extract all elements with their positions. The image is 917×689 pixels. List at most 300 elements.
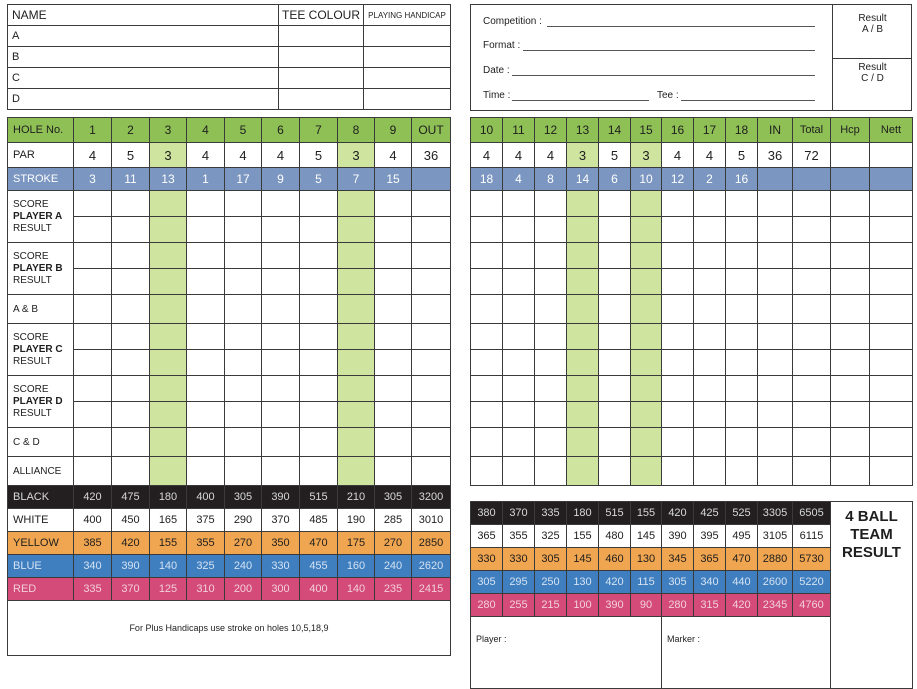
- score-cell[interactable]: [870, 243, 913, 269]
- score-cell[interactable]: [471, 269, 503, 295]
- score-cell[interactable]: [694, 295, 726, 324]
- player-c-result-row[interactable]: [471, 350, 913, 376]
- result-cell[interactable]: [412, 217, 451, 243]
- score-cell[interactable]: [567, 428, 599, 457]
- player-a-result-row[interactable]: [8, 217, 451, 243]
- player-d-tee[interactable]: [279, 89, 364, 110]
- player-a-name[interactable]: A: [8, 26, 279, 47]
- score-cell[interactable]: [567, 457, 599, 486]
- result-cell[interactable]: [150, 350, 187, 376]
- player-b-score-row[interactable]: [471, 243, 913, 269]
- score-cell[interactable]: [831, 243, 870, 269]
- score-cell[interactable]: [631, 217, 662, 243]
- score-cell[interactable]: [599, 191, 631, 217]
- score-cell[interactable]: [112, 457, 150, 486]
- score-cell[interactable]: [338, 324, 375, 350]
- score-cell[interactable]: [503, 269, 535, 295]
- score-cell[interactable]: [187, 295, 225, 324]
- score-cell[interactable]: [74, 428, 112, 457]
- player-a-score-row[interactable]: [8, 191, 451, 217]
- score-cell[interactable]: [631, 402, 662, 428]
- score-cell[interactable]: [599, 295, 631, 324]
- score-cell[interactable]: [262, 376, 300, 402]
- result-cell[interactable]: [262, 350, 300, 376]
- score-cell[interactable]: [412, 324, 451, 350]
- score-cell[interactable]: [338, 243, 375, 269]
- score-cell[interactable]: [831, 402, 870, 428]
- result-cell[interactable]: [74, 350, 112, 376]
- score-cell[interactable]: [831, 428, 870, 457]
- score-cell[interactable]: [300, 324, 338, 350]
- score-cell[interactable]: [535, 324, 567, 350]
- score-cell[interactable]: [793, 295, 831, 324]
- score-cell[interactable]: [74, 295, 112, 324]
- score-cell[interactable]: [503, 295, 535, 324]
- score-cell[interactable]: [150, 191, 187, 217]
- score-cell[interactable]: [262, 457, 300, 486]
- player-b-handicap[interactable]: [364, 47, 451, 68]
- score-cell[interactable]: [831, 457, 870, 486]
- score-cell[interactable]: [412, 243, 451, 269]
- score-cell[interactable]: [567, 376, 599, 402]
- score-cell[interactable]: [74, 457, 112, 486]
- player-b-result-row[interactable]: [471, 269, 913, 295]
- score-cell[interactable]: [471, 324, 503, 350]
- result-cell[interactable]: [375, 217, 412, 243]
- score-cell[interactable]: [471, 350, 503, 376]
- four-ball-team-result[interactable]: 4 BALL TEAM RESULT: [831, 502, 913, 689]
- result-cell[interactable]: [300, 402, 338, 428]
- score-cell[interactable]: [412, 295, 451, 324]
- score-cell[interactable]: [726, 243, 758, 269]
- score-cell[interactable]: [187, 324, 225, 350]
- score-cell[interactable]: [503, 402, 535, 428]
- player-b-name[interactable]: B: [8, 47, 279, 68]
- player-a-result-row[interactable]: [471, 217, 913, 243]
- result-cell[interactable]: [112, 217, 150, 243]
- score-cell[interactable]: [535, 376, 567, 402]
- score-cell[interactable]: [631, 457, 662, 486]
- result-cell[interactable]: [338, 269, 375, 295]
- score-cell[interactable]: [870, 295, 913, 324]
- score-cell[interactable]: [225, 457, 262, 486]
- score-cell[interactable]: [567, 402, 599, 428]
- score-cell[interactable]: [599, 269, 631, 295]
- score-cell[interactable]: [793, 350, 831, 376]
- score-cell[interactable]: [662, 350, 694, 376]
- score-cell[interactable]: [412, 191, 451, 217]
- score-cell[interactable]: [793, 191, 831, 217]
- score-cell[interactable]: [793, 402, 831, 428]
- score-cell[interactable]: [187, 428, 225, 457]
- score-cell[interactable]: [74, 376, 112, 402]
- score-cell[interactable]: [503, 457, 535, 486]
- result-cell[interactable]: [112, 402, 150, 428]
- score-cell[interactable]: [662, 217, 694, 243]
- score-cell[interactable]: [225, 324, 262, 350]
- score-cell[interactable]: [112, 376, 150, 402]
- score-cell[interactable]: [870, 324, 913, 350]
- score-cell[interactable]: [375, 324, 412, 350]
- score-cell[interactable]: [535, 243, 567, 269]
- score-cell[interactable]: [300, 295, 338, 324]
- player-b-tee[interactable]: [279, 47, 364, 68]
- result-cd[interactable]: Result C / D: [858, 62, 887, 84]
- score-cell[interactable]: [599, 402, 631, 428]
- result-cell[interactable]: [300, 269, 338, 295]
- score-cell[interactable]: [870, 402, 913, 428]
- score-cell[interactable]: [503, 191, 535, 217]
- format-field[interactable]: [523, 50, 815, 51]
- player-b-result-row[interactable]: [8, 269, 451, 295]
- score-cell[interactable]: [567, 243, 599, 269]
- score-cell[interactable]: [694, 217, 726, 243]
- score-cell[interactable]: [599, 350, 631, 376]
- result-cell[interactable]: [225, 402, 262, 428]
- result-cell[interactable]: [150, 269, 187, 295]
- score-cell[interactable]: [758, 191, 793, 217]
- score-cell[interactable]: [150, 243, 187, 269]
- score-cell[interactable]: [535, 457, 567, 486]
- alliance-row[interactable]: [471, 457, 913, 486]
- player-d-score-row[interactable]: [471, 376, 913, 402]
- score-cell[interactable]: [535, 269, 567, 295]
- result-cell[interactable]: [112, 350, 150, 376]
- result-cell[interactable]: [225, 217, 262, 243]
- score-cell[interactable]: [338, 191, 375, 217]
- score-cell[interactable]: [338, 428, 375, 457]
- score-cell[interactable]: [662, 269, 694, 295]
- score-cell[interactable]: [300, 191, 338, 217]
- score-cell[interactable]: [758, 428, 793, 457]
- score-cell[interactable]: [726, 191, 758, 217]
- score-cell[interactable]: [567, 191, 599, 217]
- score-cell[interactable]: [567, 295, 599, 324]
- score-cell[interactable]: [187, 191, 225, 217]
- player-d-handicap[interactable]: [364, 89, 451, 110]
- score-cell[interactable]: [694, 324, 726, 350]
- score-cell[interactable]: [471, 295, 503, 324]
- score-cell[interactable]: [262, 191, 300, 217]
- result-cell[interactable]: [74, 402, 112, 428]
- result-cell[interactable]: [375, 269, 412, 295]
- result-cell[interactable]: [338, 217, 375, 243]
- score-cell[interactable]: [112, 191, 150, 217]
- date-field[interactable]: [512, 75, 815, 76]
- score-cell[interactable]: [567, 269, 599, 295]
- ab-row[interactable]: [471, 295, 913, 324]
- score-cell[interactable]: [870, 350, 913, 376]
- score-cell[interactable]: [793, 376, 831, 402]
- marker-signature[interactable]: Marker :: [662, 617, 831, 689]
- score-cell[interactable]: [535, 350, 567, 376]
- score-cell[interactable]: [758, 402, 793, 428]
- score-cell[interactable]: [503, 350, 535, 376]
- score-cell[interactable]: [758, 376, 793, 402]
- score-cell[interactable]: [662, 191, 694, 217]
- result-cell[interactable]: [338, 350, 375, 376]
- score-cell[interactable]: [338, 295, 375, 324]
- score-cell[interactable]: [375, 191, 412, 217]
- score-cell[interactable]: [74, 243, 112, 269]
- competition-field[interactable]: [547, 26, 815, 27]
- player-a-handicap[interactable]: [364, 26, 451, 47]
- result-cell[interactable]: [262, 269, 300, 295]
- score-cell[interactable]: [567, 324, 599, 350]
- score-cell[interactable]: [631, 376, 662, 402]
- score-cell[interactable]: [793, 428, 831, 457]
- score-cell[interactable]: [503, 243, 535, 269]
- score-cell[interactable]: [375, 457, 412, 486]
- player-d-result-row[interactable]: [471, 402, 913, 428]
- score-cell[interactable]: [758, 457, 793, 486]
- player-c-tee[interactable]: [279, 68, 364, 89]
- score-cell[interactable]: [631, 191, 662, 217]
- score-cell[interactable]: [726, 269, 758, 295]
- result-cell[interactable]: [300, 350, 338, 376]
- score-cell[interactable]: [726, 350, 758, 376]
- tee-field[interactable]: [681, 100, 815, 101]
- result-cell[interactable]: [150, 217, 187, 243]
- score-cell[interactable]: [726, 295, 758, 324]
- score-cell[interactable]: [375, 243, 412, 269]
- player-a-tee[interactable]: [279, 26, 364, 47]
- score-cell[interactable]: [793, 217, 831, 243]
- score-cell[interactable]: [187, 376, 225, 402]
- score-cell[interactable]: [535, 402, 567, 428]
- score-cell[interactable]: [567, 217, 599, 243]
- score-cell[interactable]: [631, 295, 662, 324]
- cd-row[interactable]: [471, 428, 913, 457]
- score-cell[interactable]: [831, 269, 870, 295]
- score-cell[interactable]: [662, 376, 694, 402]
- score-cell[interactable]: [225, 376, 262, 402]
- score-cell[interactable]: [187, 243, 225, 269]
- score-cell[interactable]: [338, 457, 375, 486]
- score-cell[interactable]: [375, 295, 412, 324]
- score-cell[interactable]: [300, 428, 338, 457]
- score-cell[interactable]: [535, 217, 567, 243]
- result-cell[interactable]: [300, 217, 338, 243]
- score-cell[interactable]: [187, 457, 225, 486]
- alliance-row[interactable]: [8, 457, 451, 486]
- player-c-score-row[interactable]: [8, 324, 451, 350]
- score-cell[interactable]: [726, 402, 758, 428]
- nett-cell[interactable]: [870, 143, 913, 168]
- player-c-score-row[interactable]: [471, 324, 913, 350]
- player-a-score-row[interactable]: [471, 191, 913, 217]
- score-cell[interactable]: [150, 324, 187, 350]
- result-cell[interactable]: [187, 269, 225, 295]
- score-cell[interactable]: [535, 295, 567, 324]
- result-cell[interactable]: [225, 269, 262, 295]
- result-ab[interactable]: Result A / B: [858, 13, 887, 35]
- result-cell[interactable]: [412, 350, 451, 376]
- score-cell[interactable]: [503, 428, 535, 457]
- score-cell[interactable]: [831, 295, 870, 324]
- player-c-handicap[interactable]: [364, 68, 451, 89]
- result-cell[interactable]: [187, 402, 225, 428]
- score-cell[interactable]: [694, 457, 726, 486]
- score-cell[interactable]: [662, 457, 694, 486]
- result-cell[interactable]: [262, 402, 300, 428]
- score-cell[interactable]: [870, 191, 913, 217]
- score-cell[interactable]: [471, 402, 503, 428]
- score-cell[interactable]: [831, 324, 870, 350]
- score-cell[interactable]: [758, 269, 793, 295]
- result-cell[interactable]: [375, 402, 412, 428]
- score-cell[interactable]: [300, 457, 338, 486]
- score-cell[interactable]: [300, 243, 338, 269]
- cd-row[interactable]: [8, 428, 451, 457]
- score-cell[interactable]: [74, 324, 112, 350]
- result-cell[interactable]: [187, 217, 225, 243]
- score-cell[interactable]: [831, 217, 870, 243]
- score-cell[interactable]: [662, 428, 694, 457]
- score-cell[interactable]: [112, 428, 150, 457]
- score-cell[interactable]: [870, 269, 913, 295]
- score-cell[interactable]: [225, 428, 262, 457]
- score-cell[interactable]: [870, 376, 913, 402]
- result-cell[interactable]: [74, 217, 112, 243]
- score-cell[interactable]: [503, 376, 535, 402]
- score-cell[interactable]: [262, 295, 300, 324]
- score-cell[interactable]: [631, 243, 662, 269]
- score-cell[interactable]: [599, 376, 631, 402]
- score-cell[interactable]: [503, 324, 535, 350]
- score-cell[interactable]: [631, 350, 662, 376]
- score-cell[interactable]: [870, 428, 913, 457]
- score-cell[interactable]: [758, 295, 793, 324]
- player-c-result-row[interactable]: [8, 350, 451, 376]
- score-cell[interactable]: [150, 457, 187, 486]
- score-cell[interactable]: [471, 376, 503, 402]
- result-cell[interactable]: [262, 217, 300, 243]
- score-cell[interactable]: [599, 428, 631, 457]
- score-cell[interactable]: [758, 243, 793, 269]
- score-cell[interactable]: [471, 428, 503, 457]
- score-cell[interactable]: [225, 243, 262, 269]
- score-cell[interactable]: [262, 243, 300, 269]
- score-cell[interactable]: [471, 457, 503, 486]
- score-cell[interactable]: [662, 324, 694, 350]
- result-cell[interactable]: [338, 402, 375, 428]
- result-cell[interactable]: [412, 269, 451, 295]
- score-cell[interactable]: [150, 295, 187, 324]
- score-cell[interactable]: [567, 350, 599, 376]
- score-cell[interactable]: [150, 428, 187, 457]
- score-cell[interactable]: [225, 295, 262, 324]
- score-cell[interactable]: [694, 243, 726, 269]
- score-cell[interactable]: [793, 269, 831, 295]
- score-cell[interactable]: [631, 428, 662, 457]
- score-cell[interactable]: [662, 402, 694, 428]
- score-cell[interactable]: [535, 191, 567, 217]
- score-cell[interactable]: [758, 350, 793, 376]
- score-cell[interactable]: [300, 376, 338, 402]
- score-cell[interactable]: [375, 376, 412, 402]
- score-cell[interactable]: [662, 295, 694, 324]
- score-cell[interactable]: [262, 324, 300, 350]
- score-cell[interactable]: [471, 191, 503, 217]
- score-cell[interactable]: [726, 324, 758, 350]
- score-cell[interactable]: [599, 243, 631, 269]
- score-cell[interactable]: [831, 350, 870, 376]
- player-d-score-row[interactable]: [8, 376, 451, 402]
- score-cell[interactable]: [535, 428, 567, 457]
- score-cell[interactable]: [412, 457, 451, 486]
- score-cell[interactable]: [599, 457, 631, 486]
- score-cell[interactable]: [694, 402, 726, 428]
- score-cell[interactable]: [338, 376, 375, 402]
- score-cell[interactable]: [870, 457, 913, 486]
- player-signature[interactable]: Player :: [471, 617, 662, 689]
- score-cell[interactable]: [150, 376, 187, 402]
- result-cell[interactable]: [225, 350, 262, 376]
- score-cell[interactable]: [831, 191, 870, 217]
- score-cell[interactable]: [112, 324, 150, 350]
- score-cell[interactable]: [503, 217, 535, 243]
- score-cell[interactable]: [793, 324, 831, 350]
- result-cell[interactable]: [74, 269, 112, 295]
- player-d-result-row[interactable]: [8, 402, 451, 428]
- player-b-score-row[interactable]: [8, 243, 451, 269]
- score-cell[interactable]: [112, 295, 150, 324]
- score-cell[interactable]: [375, 428, 412, 457]
- hcp-cell[interactable]: [831, 143, 870, 168]
- score-cell[interactable]: [758, 324, 793, 350]
- score-cell[interactable]: [631, 324, 662, 350]
- result-cell[interactable]: [375, 350, 412, 376]
- score-cell[interactable]: [262, 428, 300, 457]
- score-cell[interactable]: [694, 191, 726, 217]
- score-cell[interactable]: [694, 376, 726, 402]
- player-d-name[interactable]: D: [8, 89, 279, 110]
- score-cell[interactable]: [726, 457, 758, 486]
- score-cell[interactable]: [694, 350, 726, 376]
- result-cell[interactable]: [112, 269, 150, 295]
- time-field[interactable]: [512, 100, 649, 101]
- score-cell[interactable]: [726, 428, 758, 457]
- score-cell[interactable]: [793, 457, 831, 486]
- score-cell[interactable]: [726, 217, 758, 243]
- score-cell[interactable]: [471, 243, 503, 269]
- score-cell[interactable]: [112, 243, 150, 269]
- score-cell[interactable]: [793, 243, 831, 269]
- score-cell[interactable]: [726, 376, 758, 402]
- score-cell[interactable]: [694, 269, 726, 295]
- result-cell[interactable]: [412, 402, 451, 428]
- player-c-name[interactable]: C: [8, 68, 279, 89]
- score-cell[interactable]: [870, 217, 913, 243]
- score-cell[interactable]: [412, 428, 451, 457]
- score-cell[interactable]: [662, 243, 694, 269]
- score-cell[interactable]: [758, 217, 793, 243]
- score-cell[interactable]: [694, 428, 726, 457]
- score-cell[interactable]: [412, 376, 451, 402]
- result-cell[interactable]: [187, 350, 225, 376]
- result-cell[interactable]: [150, 402, 187, 428]
- yardage: 440: [726, 571, 758, 594]
- score-cell[interactable]: [471, 217, 503, 243]
- score-cell[interactable]: [831, 376, 870, 402]
- ab-row[interactable]: [8, 295, 451, 324]
- score-cell[interactable]: [599, 217, 631, 243]
- score-cell[interactable]: [225, 191, 262, 217]
- score-cell[interactable]: [631, 269, 662, 295]
- score-cell[interactable]: [599, 324, 631, 350]
- score-cell[interactable]: [74, 191, 112, 217]
